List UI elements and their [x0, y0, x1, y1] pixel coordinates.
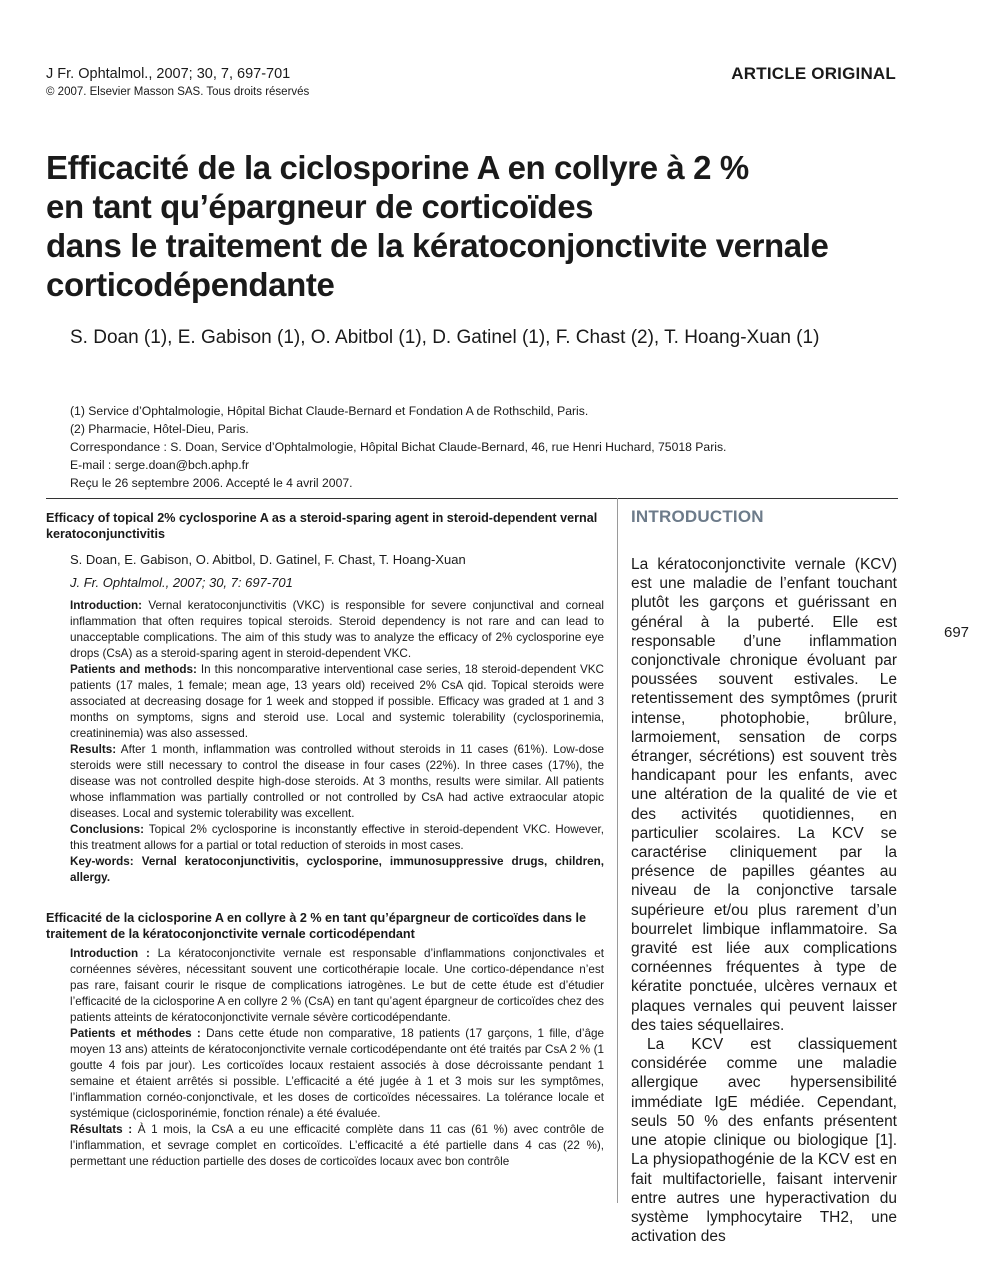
keywords — [70, 854, 604, 886]
english-abstract-title: Efficacy of topical 2% cyclosporine A as a steroid-sparing agent in steroid-dependent vernal keratoconjunctivitis — [46, 511, 598, 541]
abstract-paragraph — [70, 822, 604, 854]
introduction-paragraph: La KCV est classiquement considérée comme une maladie allergique avec hypersensibilité immédiate IgE médiée. Cependant, seuls 50 % des enfants présentent une atopie clinique ou biologique [1]. La physiopathogénie de la KCV est en fait multifactorielle, faisant intervenir entre autres une hyperactivation du système lymphocytaire TH2, une activation des — [631, 1036, 897, 1246]
correspondence-line: Correspondance : S. Doan, Service d’Ophtalmologie, Hôpital Bichat Claude-Bernard, 46, rue Henri Huchard, 75018 Paris. — [70, 440, 727, 454]
introduction-heading: INTRODUCTION — [631, 507, 764, 526]
article-type-label: ARTICLE ORIGINAL — [731, 64, 896, 83]
introduction-body — [631, 555, 897, 1246]
received-date-line: Reçu le 26 septembre 2006. Accepté le 4 avril 2007. — [70, 476, 353, 490]
keywords-label: Key-words: — [70, 855, 134, 868]
abstract-paragraph — [70, 598, 604, 662]
keywords-text: Vernal keratoconjunctivitis, cyclosporine, immunosuppressive drugs, children, allergy. — [70, 855, 604, 884]
title-line: en tant qu’épargneur de corticoïdes — [46, 188, 594, 225]
journal-citation: J Fr. Ophtalmol., 2007; 30, 7, 697-701 — [46, 66, 291, 82]
abstract-section-text: Dans cette étude non comparative, 18 patients (17 garçons, 1 fille, d’âge moyen 13 ans) atteints de kératoconjonctivite vernale corticodépendante ont été traités par CsA 2 % (1 goutte 4 fois par jour). Les corticoïdes locaux restaient associés à dose décroissante pendant 1 semaine et étaient arrêtés si possible. L’efficacité a été jugée à 1 et 3 mois sur les symptômes, l’inflammation cornéo-conjonctivale, et les doses de corticoïdes nécessaires. La tolérance locale et systémique (ciclosporinémie, fonction rénale) a été évaluée. — [70, 1027, 605, 1120]
abstract-section-text: La kératoconjonctivite vernale est responsable d’inflammations conjonctivales et cornéennes sévères, nécessitant souvent une corticothérapie locale. Une cortico-dépendance n’est pas rare, faisant courir le risque de complications iatrogènes. Le but de cette étude est d’étudier l’efficacité de la ciclosporine A en collyre 2 % (CsA) en tant qu’agent épargneur de corticoïdes chez des patients atteints de kératoconjonctivite vernale sévère corticodépendante. — [70, 947, 605, 1024]
horizontal-divider — [46, 498, 898, 499]
affiliations — [70, 402, 726, 492]
abstract-section-text: After 1 month, inflammation was controlled without steroids in 11 cases (61%). Low-dose steroids were still necessary to control the disease in four cases (22%). In three cases (17%), the disease was not controlled despite high-dose steroids. At 3 months, results were similar. All patients whose inflammation was partially controlled or not controlled by CsA had active extraocular atopic diseases. Local and systemic tolerability was excellent. — [70, 743, 604, 820]
english-abstract-journal: J. Fr. Ophtalmol., 2007; 30, 7: 697-701 — [70, 575, 293, 590]
abstract-paragraph — [70, 946, 604, 1026]
abstract-section-label: Introduction : — [70, 947, 150, 960]
abstract-paragraph — [70, 1122, 604, 1170]
author-list: S. Doan (1), E. Gabison (1), O. Abitbol (1), D. Gatinel (1), F. Chast (2), T. Hoang-Xuan (1) — [70, 327, 820, 348]
abstract-paragraph — [70, 1026, 604, 1122]
abstract-section-label: Introduction: — [70, 599, 143, 612]
abstract-paragraph — [70, 662, 604, 742]
english-abstract-authors: S. Doan, E. Gabison, O. Abitbol, D. Gatinel, F. Chast, T. Hoang-Xuan — [70, 552, 466, 567]
title-line: corticodépendante — [46, 266, 335, 303]
title-line: dans le traitement de la kératoconjonctivite vernale — [46, 227, 829, 264]
article-title — [46, 148, 926, 304]
french-abstract-body — [70, 946, 604, 1170]
column-divider — [617, 498, 618, 1203]
abstract-section-label: Patients et méthodes : — [70, 1027, 201, 1040]
abstract-section-label: Résultats : — [70, 1123, 133, 1136]
copyright-notice: © 2007. Elsevier Masson SAS. Tous droits réservés — [46, 86, 310, 98]
introduction-column — [631, 507, 897, 1246]
abstract-section-label: Conclusions: — [70, 823, 145, 836]
email-line: E-mail : serge.doan@bch.aphp.fr — [70, 458, 250, 472]
abstract-section-text: In this noncomparative interventional case series, 18 steroid-dependent VKC patients (17 males, 1 female; mean age, 13 years old) received 2% CsA qid. Topical steroids were associated at decreasing dosage for 1 week and stopped if possible. Efficacy was graded at 1 and 3 months on symptoms, signs and steroid use. Local and systemic tolerability (cyclosporinemia, creatininemia) was also assessed. — [70, 663, 604, 740]
abstract-paragraph — [70, 742, 604, 822]
french-abstract-title: Efficacité de la ciclosporine A en collyre à 2 % en tant qu’épargneur de corticoïdes dans le traitement de la kératoconjonctivite vernale corticodépendant — [46, 911, 587, 941]
abstracts-column — [46, 510, 604, 1170]
affiliation-line: (1) Service d’Ophtalmologie, Hôpital Bichat Claude-Bernard et Fondation A de Rothschild, Paris. — [70, 404, 589, 418]
english-abstract-body — [70, 598, 604, 886]
abstract-section-text: Topical 2% cyclosporine is inconstantly effective in steroid-dependent VKC. However, this treatment allows for a partial or total reduction of steroids in most cases. — [70, 823, 604, 852]
affiliation-line: (2) Pharmacie, Hôtel-Dieu, Paris. — [70, 422, 249, 436]
abstract-section-label: Patients and methods: — [70, 663, 197, 676]
page-number: 697 — [944, 624, 970, 641]
abstract-section-label: Results: — [70, 743, 117, 756]
abstract-section-text: À 1 mois, la CsA a eu une efficacité complète dans 11 cas (61 %) avec contrôle de l’inflammation, et sevrage complet en corticoïdes. L’efficacité a été partielle dans 4 cas (22 %), permettant une réduction partielle des doses de corticoïdes locaux avec bon contrôle — [70, 1123, 604, 1168]
introduction-paragraph: La kératoconjonctivite vernale (KCV) est une maladie de l’enfant touchant plutôt les garçons et guérissant en général à la puberté. Elle est responsable d’une inflammation conjonctivale chronique évoluant par poussées souvent estivales. Le retentissement des symptômes (prurit intense, photophobie, brûlure, larmoiement, sensation de corps étranger, sécrétions) est souvent très handicapant pour les enfants, avec une altération de la qualité de vie et des activités quotidiennes, en particulier scolaires. La KCV se caractérise cliniquement par la présence de papilles géantes au niveau de la conjonctive tarsale supérieure et/ou plus rarement d’un bourrelet limbique inflammatoire. Sa gravité est liée aux complications cornéennes fréquentes à type de kératite ponctuée, ulcères vernaux et plaques vernales qui peuvent laisser des taies séquellaires. — [631, 556, 897, 1034]
abstract-section-text: Vernal keratoconjunctivitis (VKC) is responsible for severe conjunctival and corneal inflammation that often requires topical steroids. Steroid dependency is not rare and can lead to unacceptable complications. The aim of this study was to analyze the efficacy of 2% cyclosporine eye drops (CsA) as a steroid-sparing agent in steroid-dependent VKC. — [70, 599, 604, 660]
title-line: Efficacité de la ciclosporine A en collyre à 2 % — [46, 149, 749, 186]
